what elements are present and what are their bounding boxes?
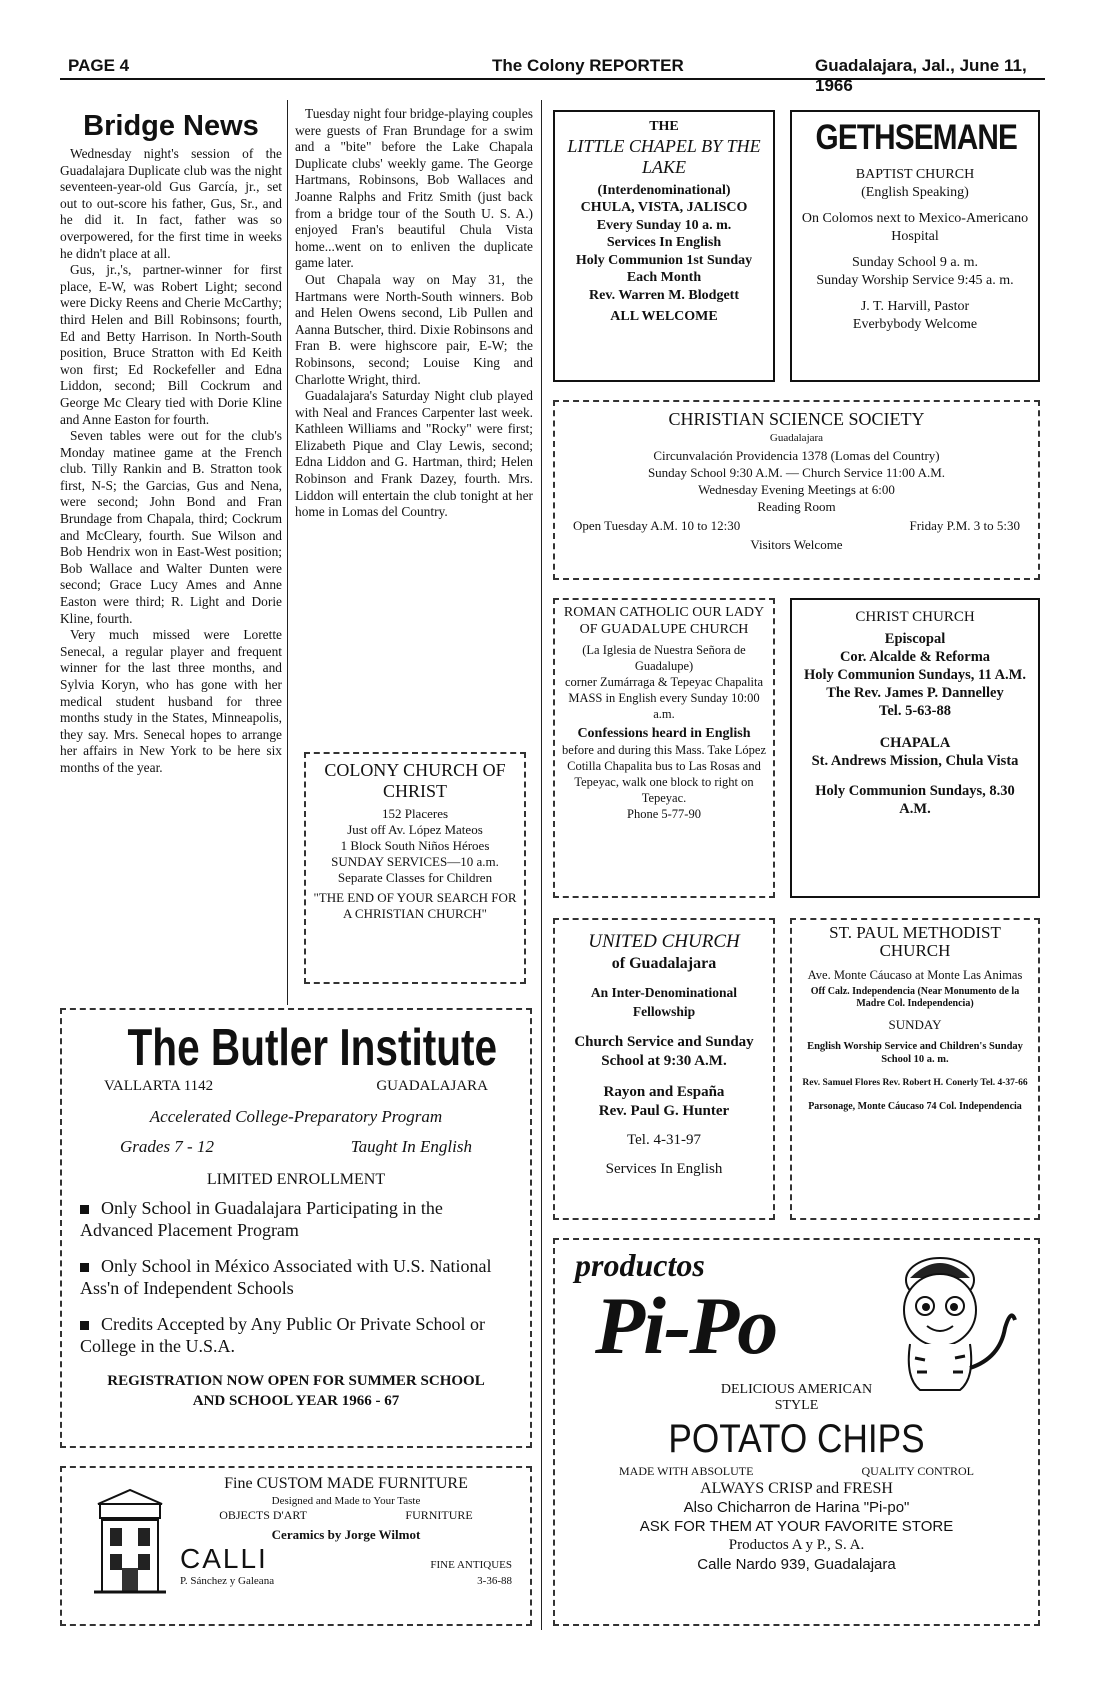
pipo-company: Productos A y P., S. A. [728,1537,865,1553]
uc-service: Church Service and Sunday School at 9:30 A.M. [574,1034,754,1069]
little-chapel-ad [553,110,775,382]
chapel-time: Every Sunday 10 a. m. [596,217,732,233]
calli-objects: OBJECTS D'ART [219,1508,307,1522]
bullet-icon [80,1205,89,1214]
rc-spanish: (La Iglesia de Nuestra Señora de Guadalupe) [582,643,746,673]
bridge-paragraph: Guadalajara's Saturday Night club played with Neal and Frances Carpenter last week. Kathleen Williams and "Rocky" were first; Elizabeth Pique and Clay Lewis, second; Edna Liddon and G. Hartman, third; Helen Robinson and Frank Dazey, fourth. Mrs. Liddon will entertain the club tonight at her home in Lomas del Country. [295,388,533,520]
chapel-denom: (Interdenominational) [597,182,731,198]
pipo-delicious: DELICIOUS AMERICAN STYLE [720,1382,873,1413]
bridge-paragraph: Out Chapala way on May 31, the Hartmans were North-South winners. Bob and Helen Owens second, Lib Pullen and Aanna Butscher, third. Dixie Robinsons and Fran B. were highscore pair, E-W; the Robinsons, second; Louise King and Charlotte Wright, third. [295,271,533,387]
chapel-the: THE [649,119,679,134]
butler-program: Accelerated College-Preparatory Program [149,1107,443,1126]
pipo-ask: ASK FOR THEM AT YOUR FAVORITE STORE [639,1518,954,1535]
calli-phone: 3-36-88 [477,1575,512,1587]
chapel-rev: Rev. Warren M. Blodgett [589,287,739,303]
sp-address: Ave. Monte Cáucaso at Monte Las Animas [807,968,1023,982]
uc-address: Rayon and España [603,1084,725,1100]
colony-address: 1 Block South Niños Héroes [340,838,490,853]
cc-tel: Tel. 5-63-88 [879,703,951,719]
pipo-chips: POTATO CHIPS [668,1417,925,1461]
cs-wednesday: Wednesday Evening Meetings at 6:00 [698,482,895,497]
rc-directions: before and during this Mass. Take López Cotilla Chapalita bus to Las Rosas and Tepeyac, walk one block to right on Tepeyac. [561,743,767,805]
chapel-place: CHULA, VISTA, JALISCO [580,200,748,215]
bridge-paragraph: Seven tables were out for the club's Monday matinee game at the French club. Tilly Rankin and B. Stratton took first, N-S; the Garcias, Gus and Nena, were second; John Bond and Fran Brundage from Chapala, third; Cockrum and McCleary, fourth. Sue Wilson and Bob Hendrix won in East-West position; Bob Wallace and Walter Dunten were second; Grace Lucy Ames and Anne Easton were third; R. Light and Dorie Kline, fourth. [60,428,282,626]
bridge-column-1 [60,108,282,777]
dateline: Guadalajara, Jal., June 11, 1966 [815,56,1027,95]
united-church-ad [553,918,775,1220]
colony-services: SUNDAY SERVICES—10 a.m. [331,854,499,869]
cc-episcopal: Episcopal [884,631,946,647]
calli-name: CALLI [180,1543,268,1574]
butler-taught: Taught In English [350,1137,472,1156]
cs-open: Open Tuesday A.M. 10 to 12:30 [573,518,741,533]
gethsemane-pastor: J. T. Harvill, Pastor [860,299,970,314]
calli-line2: Designed and Made to Your Taste [271,1495,421,1507]
chapel-communion: Holy Communion 1st Sunday Each Month [575,252,753,285]
cc-title: CHRIST CHURCH [855,609,975,625]
rc-mass: MASS in English every Sunday 10:00 a.m. [568,691,760,721]
pipo-crisp: ALWAYS CRISP and FRESH [700,1480,893,1497]
building-illustration [90,1486,170,1598]
colony-church-title: COLONY CHURCH OF CHRIST [324,760,506,801]
cs-visitors: Visitors Welcome [750,537,843,552]
gethsemane-ad [790,110,1040,382]
uc-of: of Guadalajara [611,955,717,972]
cs-sunday: Sunday School 9:30 A.M. — Church Service 11:00 A.M. [647,465,946,480]
cs-title: CHRISTIAN SCIENCE SOCIETY [668,409,925,429]
pipo-productos: productos [575,1247,705,1283]
christ-church-ad [790,598,1040,898]
sp-revs: Rev. Samuel Flores Rev. Robert H. Conerly Tel. 4-37-66 [802,1078,1028,1088]
butler-street: VALLARTA 1142 [104,1078,214,1094]
pipo-brand: Pi-Po [595,1280,777,1371]
gethsemane-lang: (English Speaking) [861,185,969,200]
uc-tel: Tel. 4-31-97 [627,1132,701,1148]
cs-friday: Friday P.M. 3 to 5:30 [909,518,1020,533]
butler-city: GUADALAJARA [376,1078,488,1094]
butler-bullet: Only School in México Associated with U.S. National Ass'n of Independent Schools [80,1256,492,1298]
butler-limited: LIMITED ENROLLMENT [206,1171,386,1188]
gethsemane-sub: BAPTIST CHURCH [855,167,975,182]
chapel-welcome: ALL WELCOME [610,309,718,324]
colony-address: 152 Placeres [381,806,449,821]
butler-bullet: Only School in Guadalajara Participating in the Advanced Placement Program [80,1198,443,1240]
uc-rev: Rev. Paul G. Hunter [598,1103,730,1119]
uc-english: Services In English [605,1161,723,1177]
page-number: PAGE 4 [68,56,130,75]
cc-address: Cor. Alcalde & Reforma [839,649,991,665]
bridge-paragraph: Very much missed were Lorette Senecal, a regular player and frequent winner for the last three months, and Sylvia Koryn, who has gone with her medical student husband for three months study in the States, Minneapolis, they say. Mrs. Senecal hopes to arrange her affairs in New York to be here six months of the year. [60,627,282,775]
cc-chapala: CHAPALA [879,735,951,751]
calli-address: P. Sánchez y Galeana [180,1575,275,1587]
rc-phone: Phone 5-77-90 [627,807,701,821]
sp-sunday: SUNDAY [888,1017,942,1032]
chapel-name: LITTLE CHAPEL BY THE LAKE [567,135,761,177]
sp-title: ST. PAUL METHODIST CHURCH [829,923,1001,960]
sp-worship: English Worship Service and Children's Sunday School 10 a. m. [807,1041,1023,1065]
calli-antiques: FINE ANTIQUES [430,1559,512,1571]
colony-address: Just off Av. López Mateos [347,822,483,837]
cc-communion2: Holy Communion Sundays, 8.30 A.M. [815,783,1015,817]
cc-st-andrews: St. Andrews Mission, Chula Vista [811,753,1019,769]
pipo-also: Also Chicharron de Harina "Pi-po" [683,1499,910,1516]
calli-line1: Fine CUSTOM MADE FURNITURE [224,1475,468,1492]
butler-title: The Butler Institute [127,1019,498,1077]
column-rule [287,100,288,1005]
rc-confessions: Confessions heard in English [577,726,751,741]
uc-denom: An Inter-Denominational Fellowship [590,985,738,1019]
cc-rev: The Rev. James P. Dannelley [826,685,1004,701]
gethsemane-welcome: Everbybody Welcome [852,317,978,332]
uc-title: UNITED CHURCH [588,931,740,952]
gethsemane-school: Sunday School 9 a. m. [852,255,978,270]
gethsemane-address: On Colomos next to Mexico-Americano Hospital [801,211,1029,244]
chapel-services: Services In English [606,235,722,250]
bullet-icon [80,1263,89,1272]
christian-science-ad [553,400,1040,580]
butler-institute-ad [60,1008,532,1448]
bullet-icon [80,1321,89,1330]
masthead [60,56,1045,95]
bridge-paragraph: Wednesday night's session of the Guadalajara Duplicate club was the night seventeen-year-old Gus García, jr., set out to out-score his father, Gus, Sr., and he did it. In fact, father was so overpowered, for the first time in weeks he didn't place at all. [60,146,282,261]
rc-title: ROMAN CATHOLIC OUR LADY OF GUADALUPE CHURCH [563,605,765,637]
pipo-quality-right: QUALITY CONTROL [861,1464,974,1478]
butler-bullet: Credits Accepted by Any Public Or Private School or College in the U.S.A. [80,1314,485,1356]
butler-registration: REGISTRATION NOW OPEN FOR SUMMER SCHOOL AND SCHOOL YEAR 1966 - 67 [107,1373,485,1409]
pipo-quality-left: MADE WITH ABSOLUTE [619,1464,754,1478]
cs-reading: Reading Room [757,499,836,514]
cs-city: Guadalajara [769,432,824,444]
colony-slogan: "THE END OF YOUR SEARCH FOR A CHRISTIAN CHURCH" [313,890,517,921]
pipo-ad [553,1238,1040,1626]
gethsemane-worship: Sunday Worship Service 9:45 a. m. [816,273,1014,288]
bridge-column-2 [295,106,533,521]
newspaper-title: The Colony REPORTER [492,56,684,75]
bridge-paragraph: Tuesday night four bridge-playing couples were guests of Fran Brundage for a swim and a "bite" before the Lake Chapala Duplicate clubs' weekly game. The George Hartmans, Robinsons, Bob Wallaces and Joanne Ralphs and Fritz Smith (just back from a bridge tour of the South U. S. A.) enjoyed Fran's beautiful Chula Vista home...went on to enliven the duplicate game later. [295,106,533,271]
sp-parsonage: Parsonage, Monte Cáucaso 74 Col. Independencia [808,1101,1022,1112]
colony-church-ad [304,752,526,984]
colony-classes: Separate Classes for Children [337,870,493,885]
calli-ad [60,1466,532,1626]
st-paul-ad [790,918,1040,1220]
bridge-headline: Bridge News [83,110,259,142]
column-rule [541,100,542,1630]
calli-ceramics: Ceramics by Jorge Wilmot [271,1527,421,1542]
pipo-address: Calle Nardo 939, Guadalajara [697,1556,896,1573]
cs-address: Circunvalación Providencia 1378 (Lomas del Country) [653,448,940,463]
butler-grades: Grades 7 - 12 [120,1137,214,1156]
sp-near: Off Calz. Independencia (Near Monumento de la Madre Col. Independencia) [810,986,1020,1009]
calli-furniture: FURNITURE [405,1508,473,1522]
roman-catholic-ad [553,598,775,898]
cc-communion: Holy Communion Sundays, 11 A.M. [804,667,1026,683]
tiger-mascot-illustration [865,1248,1025,1398]
bridge-paragraph: Gus, jr.,'s, partner-winner for first place, E-W, was Robert Light; second were Dicky Reens and Cherie McCarthy; third Helen and Bill Robinsons; fourth, Ed and Betty Harrison. In North-South position, Bruce Stratton with Ed Keith won first; Ed Rockefeller and Edna Liddon, second; Bill Cockrum and George Mc Cleary tied with Dorie Kline and Anne Easton for fourth. [60,262,282,427]
gethsemane-title: GETHSEMANE [815,118,1017,157]
rc-address: corner Zumárraga & Tepeyac Chapalita [564,675,764,689]
